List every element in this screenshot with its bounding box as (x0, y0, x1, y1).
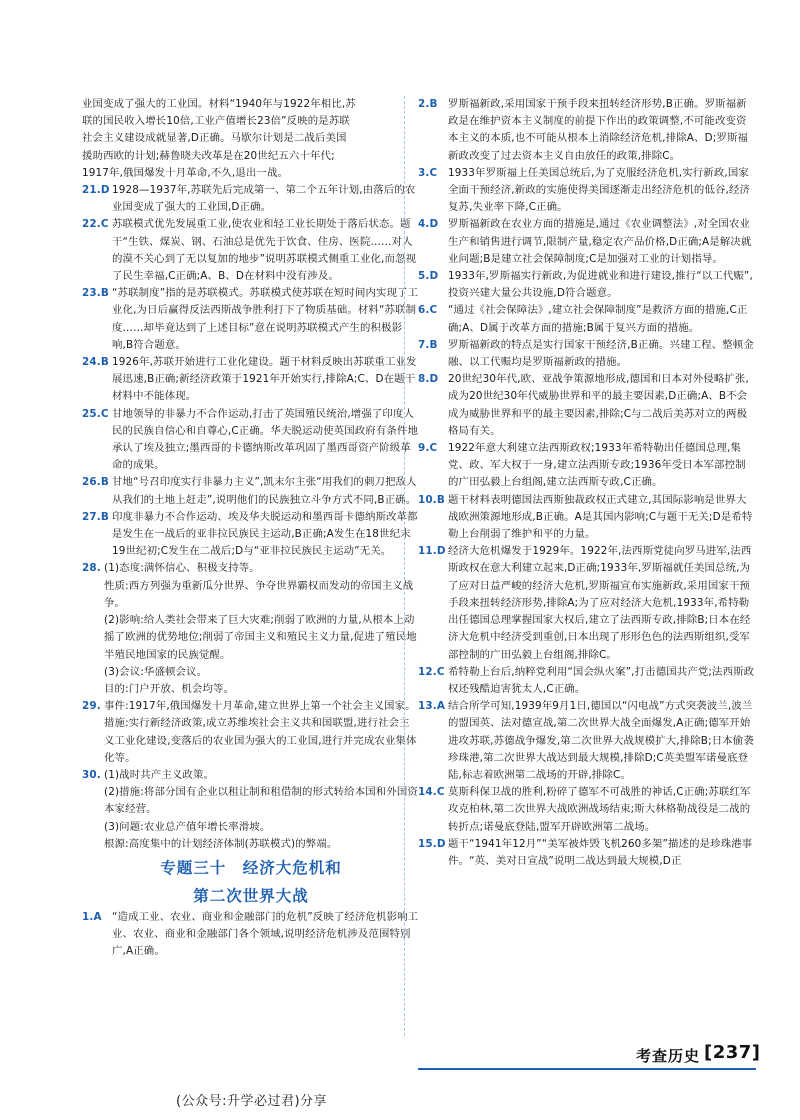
answer-explanation: 20世纪30年代,欧、亚战争策源地形成,德国和日本对外侵略扩张,成为20世纪30年代威胁世界和平的最主要因素,D正确;A、B不会成为威胁世界和平的最主要因素,排除;C与二战后美苏对立的两极格局有关。 (448, 373, 749, 437)
answer-letter: D (429, 373, 439, 386)
answer-explanation: 罗斯福新政在农业方面的措施是,通过《农业调整法》,对全国农业生产和销售进行调节,限制产量,稳定农产品价格,D正确;A是解决就业问题;B是建立社会保障制度;C是加强对工业的计划指导。 (448, 218, 752, 265)
question-index: 10. (418, 493, 437, 506)
question-index: 27. (82, 510, 101, 523)
answer-explanation: 罗斯福新政的特点是实行国家干预经济,B正确。兴建工程、整顿金融、以工代赈均是罗斯福新政的措施。 (448, 338, 754, 369)
question-number (418, 664, 445, 681)
answer-item (82, 406, 420, 475)
answer-letter: B (429, 338, 438, 351)
answer-item (418, 302, 756, 336)
answer-item (418, 492, 756, 544)
question-number (82, 909, 102, 926)
answer-item (82, 216, 420, 285)
answer-sub-item: (2)措施:将部分国有企业以租让制和租借制的形式转给本国和外国资本家经营。 (104, 786, 418, 816)
answer-item (418, 664, 756, 698)
column-divider (404, 96, 405, 1036)
answer-item (418, 836, 756, 870)
answer-letter: C (429, 442, 438, 455)
answer-item (82, 698, 420, 767)
answer-letter: C (436, 786, 445, 799)
question-number (418, 440, 437, 457)
answer-item (82, 354, 420, 406)
question-number (418, 165, 437, 182)
section-title: 第二次世界大战 (193, 886, 309, 905)
answer-letter: B (436, 493, 445, 506)
answer-explanation: 1933年罗斯福上任美国总统后,为了克服经济危机,实行新政,国家全面干预经济,新政的实施使得美国逐渐走出经济危机的低谷,经济复苏,失业率下降,C正确。 (448, 166, 751, 214)
question-index: 9. (418, 442, 430, 455)
question-index: 1. (82, 910, 94, 923)
question-number (418, 784, 445, 801)
answer-item (82, 474, 420, 508)
answer-letter: C (429, 166, 438, 179)
question-index: 24. (82, 356, 101, 369)
question-index: 22. (82, 218, 101, 231)
question-index: 28. (82, 562, 101, 575)
answer-item (418, 440, 756, 492)
answer-letter: B (100, 510, 109, 523)
answer-letter: B (100, 287, 109, 300)
continued-text-line: 业国变成了强大的工业国。材料“1940年与1922年相比,苏 (82, 98, 356, 110)
question-number (82, 698, 101, 715)
question-index: 5. (418, 270, 430, 283)
answer-explanation: 印度非暴力不合作运动、埃及华夫脱运动和墨西哥卡德纳斯改革都是发生在一战后的亚非拉民族民主运动,B正确;A发生在18世纪末19世纪初;C发生在二战后;D与“亚非拉民族民主运动”无关。 (112, 510, 418, 558)
question-number (82, 182, 110, 199)
answer-letter: C (100, 407, 109, 420)
question-index: 3. (418, 166, 430, 179)
question-number (82, 216, 109, 233)
answer-letter: D (436, 545, 446, 558)
footer-rule (418, 1068, 756, 1070)
answer-explanation: 题干“1941年12月”“美军被炸毁飞机260多架”描述的是珍珠港事件。“英、美对日宣战”说明二战达到最大规模,D正 (448, 837, 753, 867)
question-number (418, 543, 446, 560)
question-index: 6. (418, 304, 430, 317)
answer-letter: D (436, 837, 446, 850)
question-number (82, 767, 101, 784)
question-index: 2. (418, 98, 430, 110)
answer-sub-item: (2)影响:给人类社会带来了巨大灾难;削弱了欧洲的力量,从根本上动摇了欧洲的优势地位;削弱了帝国主义和殖民主义力量,促进了殖民地半殖民地国家的民族觉醒。 (104, 614, 417, 661)
question-number (418, 698, 445, 715)
answer-explanation: 甘地“号召印度实行非暴力主义”,凯末尔主张“用我们的刺刀把敌人从我们的土地上赶走”,说明他们的民族独立斗争方式不同,B正确。 (112, 476, 417, 506)
question-index: 8. (418, 373, 430, 386)
left-column (82, 96, 420, 961)
answer-explanation: “通过《社会保障法》,建立社会保障制度”是救济方面的措施,C正确;A、D属于改革方面的措施;B属于复兴方面的措施。 (448, 304, 748, 334)
question-index: 25. (82, 407, 101, 420)
answer-item (418, 96, 756, 165)
answer-item (82, 285, 420, 354)
question-number (418, 371, 438, 388)
page-number: [237] (704, 1042, 761, 1063)
answer-sub-item: 性质:西方列强为重新瓜分世界、争夺世界霸权而发动的帝国主义战争。 (104, 579, 414, 609)
section-title: 专题三十 经济大危机和 (160, 858, 342, 877)
share-caption: (公众号:升学必过君)分享 (176, 1094, 328, 1109)
answer-explanation: “苏联制度”指的是苏联模式。苏联模式使苏联在短时间内实现了工业化,为日后赢得反法西斯战争胜利打下了物质基础。材料“苏联制度……却毕竟达到了上述目标”意在说明苏联模式产生的积极影响,B符合题意。 (112, 287, 419, 351)
answer-explanation: 经济大危机爆发于1929年。1922年,法西斯党徒向罗马进军,法西斯政权在意大利建立起来,D正确;1933年,罗斯福就任美国总统,为了应对日益严峻的经济大危机,罗斯福宣布实施新政,采用国家干预手段来扭转经济形势,排除A;为了应对经济大危机,1933年,希特勒出任德国总理掌握国家大权后,建立了法西斯专政,排除B;日本在经济大危机中经济受到重创,日本出现了形形色色的法西斯组织,受军部控制的广田弘毅上台组阁,排除C。 (448, 545, 752, 661)
answer-item (82, 767, 420, 784)
answer-letter: D (429, 270, 439, 283)
answer-explanation: 1928—1937年,苏联先后完成第一、第二个五年计划,由落后的农业国变成了强大的工业国,D正确。 (112, 184, 416, 214)
continued-text-line: 援助西欧的计划;赫鲁晓夫改革是在20世纪五六十年代; (82, 149, 335, 162)
question-number (82, 509, 109, 526)
answer-sub-item: (3)会议:华盛顿会议。 (104, 665, 208, 678)
answer-explanation: 1926年,苏联开始进行工业化建设。题干材料反映出苏联重工业发展迅速,B正确;新经济政策于1921年开始实行,排除A;C、D在题干材料中不能体现。 (112, 356, 417, 403)
answer-letter: B (100, 356, 109, 369)
answer-letter: D (429, 218, 439, 231)
question-index: 15. (418, 837, 437, 850)
answer-explanation: 苏联模式优先发展重工业,使农业和轻工业长期处于落后状态。题干“生铁、煤炭、钢、石油总是优先于饮食、住房、医院……对人的漠不关心到了无以复加的地步”说明苏联模式侧重工业化,而忽视了民生幸福,C正确;A、B、D在材料中没有涉及。 (112, 218, 417, 283)
question-number (418, 836, 446, 853)
answer-item (418, 337, 756, 371)
answer-sub-item: 目的:门户开放、机会均等。 (104, 682, 235, 695)
answer-explanation: 题干材料表明德国法西斯独裁政权正式建立,其国际影响是世界大战欧洲策源地形成,B正确。A是其国内影响;C与题干无关;D是希特勒上台削弱了维护和平的力量。 (448, 493, 753, 541)
question-number (82, 406, 109, 423)
answer-item (418, 784, 756, 836)
answer-explanation: 罗斯福新政,采用国家干预手段来扭转经济形势,B正确。罗斯福新政是在维护资本主义制度的前提下作出的政策调整,不可能改变资本主义的本质,也不可能从根本上消除经济危机,排除A、D;罗斯福新政改变了过去资本主义自由放任的政策,排除C。 (448, 98, 749, 162)
question-number (418, 337, 438, 354)
question-number (82, 285, 109, 302)
question-index: 29. (82, 700, 101, 713)
question-index: 7. (418, 338, 430, 351)
question-number (82, 354, 109, 371)
answer-letter: D (100, 184, 110, 197)
question-number (418, 268, 438, 285)
question-index: 21. (82, 184, 101, 197)
question-index: 14. (418, 786, 437, 799)
book-label: 考查历史 (636, 1047, 701, 1065)
answer-explanation: 结合所学可知,1939年9月1日,德国以“闪电战”方式突袭波兰,波兰的盟国英、法对德宣战,第二次世界大战全面爆发,A正确;德军开始进攻苏联,苏德战争爆发,第二次世界大战规模扩大,排除B;日本偷袭珍珠港,第二次世界大战达到最大规模,排除D;C英美盟军诺曼底登陆,标志着欧洲第二战场的开辟,排除C。 (448, 700, 754, 781)
answer-letter: C (429, 304, 438, 317)
answer-letter: B (100, 476, 109, 489)
answer-explanation: 1933年,罗斯福实行新政,为促进就业和进行建设,推行“以工代赈”,投资兴建大量公共设施,D符合题意。 (448, 270, 753, 300)
answer-item (418, 216, 756, 268)
question-index: 11. (418, 545, 437, 558)
answer-item (418, 698, 756, 784)
answer-explanation: 事件:1917年,俄国爆发十月革命,建立世界上第一个社会主义国家。措施:实行新经济政策,成立苏维埃社会主义共和国联盟,进行社会主义工业化建设,变落后的农业国为强大的工业国,进行并完成农业集体化等。 (104, 700, 417, 764)
question-number (418, 302, 437, 319)
question-index: 23. (82, 287, 101, 300)
question-index: 12. (418, 665, 437, 678)
answer-item (82, 909, 420, 961)
answer-letter: A (436, 700, 446, 713)
question-index: 4. (418, 218, 430, 231)
answer-explanation: “造成工业、农业、商业和金融部门的危机”反映了经济危机影响工业、农业、商业和金融部门各个领域,说明经济危机涉及范围特别广,A正确。 (112, 910, 419, 958)
continued-text-line: 1917年,俄国爆发十月革命,不久,退出一战。 (82, 166, 289, 179)
question-index: 30. (82, 768, 101, 781)
question-index: 26. (82, 476, 101, 489)
answer-letter: C (436, 665, 445, 678)
answer-item (82, 509, 420, 561)
question-number (418, 492, 445, 509)
right-column (418, 96, 756, 870)
answer-letter: C (100, 218, 109, 231)
continued-text-line: 社会主义建设成就显著,D正确。马歇尔计划是二战后美国 (82, 132, 347, 145)
answer-explanation: (1)战时共产主义政策。 (104, 768, 215, 781)
answer-item (418, 165, 756, 217)
question-index: 13. (418, 700, 437, 713)
question-number (82, 474, 109, 491)
answer-item (82, 560, 420, 577)
answer-item (418, 543, 756, 663)
answer-letter: A (93, 910, 102, 923)
continued-text-line: 联的国民收入增长10倍,工业产值增长23倍”反映的是苏联 (82, 115, 350, 128)
answer-item (418, 268, 756, 302)
answer-explanation: 莫斯科保卫战的胜利,粉碎了德军不可战胜的神话,C正确;苏联红军攻克柏林,第二次世界大战欧洲战场结束;斯大林格勒战役是二战的转折点;诺曼底登陆,盟军开辟欧洲第二战场。 (448, 786, 751, 833)
answer-explanation: 甘地领导的非暴力不合作运动,打击了英国殖民统治,增强了印度人民的民族自信心和自尊心,C正确。华夫脱运动使英国政府有条件地承认了埃及独立;墨西哥的卡德纳斯改革巩固了墨西哥资产阶级革命的成果。 (112, 407, 418, 472)
question-number (82, 560, 101, 577)
answer-item (82, 182, 420, 216)
question-number (418, 96, 438, 113)
question-number (418, 216, 438, 233)
answer-letter: B (429, 98, 438, 110)
answer-explanation: 1922年意大利建立法西斯政权;1933年希特勒出任德国总理,集党、政、军大权于一身,建立法西斯专政;1936年受日本军部控制的广田弘毅上台组阁,建立法西斯专政,C正确。 (448, 442, 746, 489)
answer-sub-item: 根源:高度集中的计划经济体制(苏联模式)的弊端。 (104, 837, 338, 850)
answer-explanation: 希特勒上台后,纳粹党利用“国会纵火案”,打击德国共产党;法西斯政权还残酷迫害犹太人,C正确。 (448, 665, 755, 695)
answer-item (418, 371, 756, 440)
answer-sub-item: (3)问题:农业总产值年增长率滑坡。 (104, 820, 271, 833)
answer-explanation: (1)态度:满怀信心、积极支持等。 (104, 562, 260, 575)
